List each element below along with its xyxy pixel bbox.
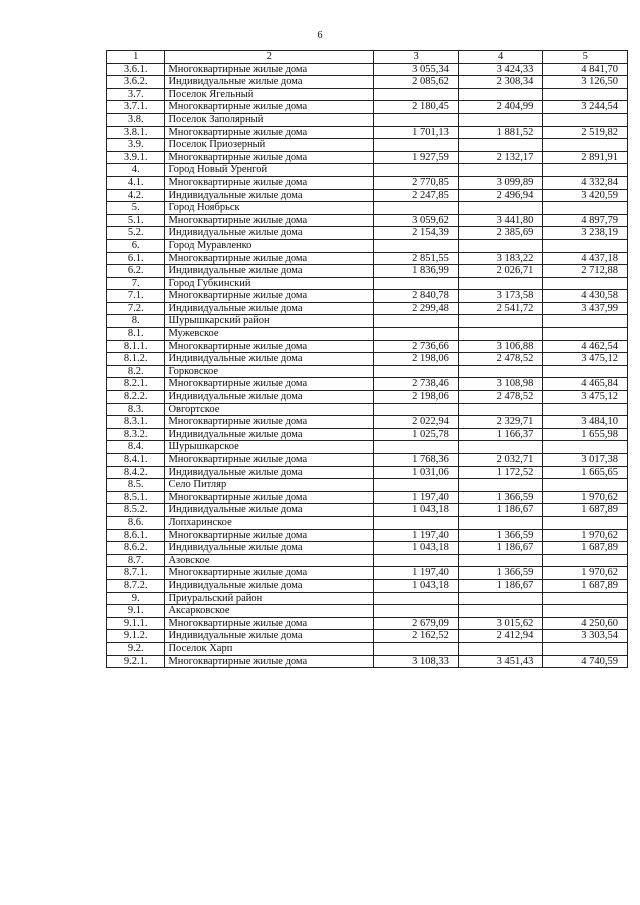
value-col3-cell — [374, 328, 459, 341]
row-number-cell: 8.2.1. — [107, 378, 165, 391]
row-number-cell: 9.1.1. — [107, 617, 165, 630]
table-row — [107, 353, 628, 366]
value-col5-cell — [543, 642, 628, 655]
row-number-cell: 8.4.2. — [107, 466, 165, 479]
value-col5-cell — [543, 328, 628, 341]
value-col3-cell: 1 836,99 — [374, 265, 459, 278]
value-col5-cell: 1 655,98 — [543, 428, 628, 441]
table-row — [107, 630, 628, 643]
header-cell: 5 — [543, 51, 628, 64]
row-name-cell: Многоквартирные жилые дома — [165, 454, 374, 467]
value-col5-cell: 3 475,12 — [543, 391, 628, 404]
table-row — [107, 554, 628, 567]
row-number-cell: 6. — [107, 239, 165, 252]
value-col4-cell: 3 451,43 — [458, 655, 543, 668]
header-cell: 2 — [165, 51, 374, 64]
value-col5-cell — [543, 441, 628, 454]
row-name-cell: Индивидуальные жилые дома — [165, 579, 374, 592]
value-col5-cell — [543, 554, 628, 567]
table-row — [107, 491, 628, 504]
value-col3-cell — [374, 139, 459, 152]
table-row — [107, 365, 628, 378]
value-col5-cell: 4 897,79 — [543, 214, 628, 227]
table-row — [107, 189, 628, 202]
row-number-cell: 4.2. — [107, 189, 165, 202]
value-col3-cell: 1 768,36 — [374, 454, 459, 467]
table-row — [107, 416, 628, 429]
row-name-cell: Многоквартирные жилые дома — [165, 567, 374, 580]
row-name-cell: Лопхаринское — [165, 516, 374, 529]
row-number-cell: 8.5.1. — [107, 491, 165, 504]
value-col5-cell: 1 665,65 — [543, 466, 628, 479]
value-col3-cell: 1 025,78 — [374, 428, 459, 441]
row-name-cell: Индивидуальные жилые дома — [165, 542, 374, 555]
value-col4-cell — [458, 554, 543, 567]
row-number-cell: 3.7. — [107, 88, 165, 101]
value-col5-cell: 1 687,89 — [543, 504, 628, 517]
row-name-cell: Шурышкарский район — [165, 315, 374, 328]
table-row — [107, 239, 628, 252]
table-header-row — [107, 51, 628, 64]
row-number-cell: 8.3.1. — [107, 416, 165, 429]
header-cell: 4 — [458, 51, 543, 64]
row-name-cell: Овгортское — [165, 403, 374, 416]
value-col3-cell: 1 701,13 — [374, 126, 459, 139]
value-col3-cell: 2 198,06 — [374, 391, 459, 404]
table-row — [107, 441, 628, 454]
table-row — [107, 176, 628, 189]
row-name-cell: Многоквартирные жилые дома — [165, 529, 374, 542]
table-row — [107, 88, 628, 101]
value-col5-cell — [543, 403, 628, 416]
value-col4-cell: 2 478,52 — [458, 391, 543, 404]
value-col4-cell: 2 385,69 — [458, 227, 543, 240]
value-col4-cell — [458, 202, 543, 215]
table-row — [107, 567, 628, 580]
value-col3-cell: 2 085,62 — [374, 76, 459, 89]
value-col4-cell: 2 404,99 — [458, 101, 543, 114]
value-col3-cell — [374, 403, 459, 416]
table-row — [107, 617, 628, 630]
value-col5-cell: 3 475,12 — [543, 353, 628, 366]
value-col5-cell: 3 244,54 — [543, 101, 628, 114]
row-name-cell: Многоквартирные жилые дома — [165, 176, 374, 189]
value-col5-cell — [543, 516, 628, 529]
table-row — [107, 428, 628, 441]
table-row — [107, 378, 628, 391]
value-col5-cell — [543, 315, 628, 328]
row-name-cell: Аксарковское — [165, 605, 374, 618]
row-number-cell: 6.2. — [107, 265, 165, 278]
value-col3-cell: 2 247,85 — [374, 189, 459, 202]
row-number-cell: 4. — [107, 164, 165, 177]
row-name-cell: Поселок Приозерный — [165, 139, 374, 152]
value-col3-cell: 1 197,40 — [374, 491, 459, 504]
row-name-cell: Индивидуальные жилые дома — [165, 189, 374, 202]
row-number-cell: 7.2. — [107, 302, 165, 315]
row-name-cell: Город Ноябрьск — [165, 202, 374, 215]
value-col3-cell: 1 043,18 — [374, 579, 459, 592]
value-col3-cell — [374, 315, 459, 328]
row-number-cell: 3.7.1. — [107, 101, 165, 114]
value-col4-cell: 3 424,33 — [458, 63, 543, 76]
value-col5-cell: 4 437,18 — [543, 252, 628, 265]
value-col4-cell: 1 166,37 — [458, 428, 543, 441]
value-col4-cell — [458, 605, 543, 618]
table-row — [107, 454, 628, 467]
row-name-cell: Многоквартирные жилые дома — [165, 151, 374, 164]
row-number-cell: 8.3.2. — [107, 428, 165, 441]
row-number-cell: 8.1.1. — [107, 340, 165, 353]
row-name-cell: Многоквартирные жилые дома — [165, 252, 374, 265]
row-name-cell: Многоквартирные жилые дома — [165, 290, 374, 303]
table-row — [107, 76, 628, 89]
row-name-cell: Индивидуальные жилые дома — [165, 466, 374, 479]
value-col3-cell: 2 736,66 — [374, 340, 459, 353]
row-number-cell: 8.1. — [107, 328, 165, 341]
value-col5-cell: 2 712,88 — [543, 265, 628, 278]
row-number-cell: 9.1. — [107, 605, 165, 618]
value-col5-cell — [543, 479, 628, 492]
row-name-cell: Многоквартирные жилые дома — [165, 214, 374, 227]
row-name-cell: Индивидуальные жилые дома — [165, 630, 374, 643]
value-col5-cell: 1 970,62 — [543, 529, 628, 542]
value-col3-cell: 1 927,59 — [374, 151, 459, 164]
value-col3-cell — [374, 113, 459, 126]
row-name-cell: Приуральский район — [165, 592, 374, 605]
table-row — [107, 265, 628, 278]
table-row — [107, 302, 628, 315]
row-number-cell: 8.1.2. — [107, 353, 165, 366]
value-col4-cell: 1 366,59 — [458, 567, 543, 580]
row-number-cell: 8.7. — [107, 554, 165, 567]
value-col4-cell: 1 186,67 — [458, 579, 543, 592]
row-number-cell: 9. — [107, 592, 165, 605]
value-col3-cell — [374, 642, 459, 655]
row-number-cell: 5.2. — [107, 227, 165, 240]
value-col4-cell: 1 186,67 — [458, 542, 543, 555]
row-number-cell: 3.9.1. — [107, 151, 165, 164]
value-col5-cell: 4 462,54 — [543, 340, 628, 353]
value-col3-cell — [374, 202, 459, 215]
row-name-cell: Поселок Заполярный — [165, 113, 374, 126]
row-name-cell: Многоквартирные жилые дома — [165, 655, 374, 668]
table-row — [107, 63, 628, 76]
table-row — [107, 655, 628, 668]
value-col4-cell: 1 172,52 — [458, 466, 543, 479]
table-row — [107, 290, 628, 303]
row-name-cell: Город Губкинский — [165, 277, 374, 290]
row-number-cell: 5.1. — [107, 214, 165, 227]
table-row — [107, 164, 628, 177]
value-col4-cell: 2 478,52 — [458, 353, 543, 366]
table-row — [107, 315, 628, 328]
row-number-cell: 5. — [107, 202, 165, 215]
value-col5-cell: 3 017,38 — [543, 454, 628, 467]
table-row — [107, 328, 628, 341]
housing-cost-table — [106, 50, 628, 668]
table-row — [107, 126, 628, 139]
table-row — [107, 139, 628, 152]
value-col4-cell: 2 132,17 — [458, 151, 543, 164]
row-number-cell: 3.8. — [107, 113, 165, 126]
row-name-cell: Индивидуальные жилые дома — [165, 302, 374, 315]
value-col3-cell — [374, 479, 459, 492]
value-col3-cell — [374, 592, 459, 605]
value-col3-cell: 2 180,45 — [374, 101, 459, 114]
row-name-cell: Поселок Ягельный — [165, 88, 374, 101]
value-col3-cell — [374, 605, 459, 618]
value-col3-cell — [374, 164, 459, 177]
table-row — [107, 542, 628, 555]
value-col4-cell — [458, 642, 543, 655]
value-col4-cell — [458, 441, 543, 454]
row-number-cell: 8.3. — [107, 403, 165, 416]
value-col5-cell — [543, 139, 628, 152]
row-number-cell: 9.1.2. — [107, 630, 165, 643]
value-col3-cell: 2 022,94 — [374, 416, 459, 429]
value-col4-cell — [458, 239, 543, 252]
row-number-cell: 8.2.2. — [107, 391, 165, 404]
value-col3-cell: 1 197,40 — [374, 567, 459, 580]
table-row — [107, 214, 628, 227]
value-col5-cell — [543, 113, 628, 126]
value-col4-cell: 3 183,22 — [458, 252, 543, 265]
value-col4-cell: 3 015,62 — [458, 617, 543, 630]
value-col3-cell: 3 055,34 — [374, 63, 459, 76]
value-col5-cell: 3 303,54 — [543, 630, 628, 643]
table-row — [107, 113, 628, 126]
row-name-cell: Мужевское — [165, 328, 374, 341]
value-col5-cell — [543, 88, 628, 101]
value-col5-cell: 1 970,62 — [543, 567, 628, 580]
value-col4-cell: 2 412,94 — [458, 630, 543, 643]
value-col4-cell — [458, 113, 543, 126]
value-col4-cell: 3 108,98 — [458, 378, 543, 391]
value-col4-cell — [458, 592, 543, 605]
row-number-cell: 3.8.1. — [107, 126, 165, 139]
table-row — [107, 340, 628, 353]
value-col3-cell: 2 679,09 — [374, 617, 459, 630]
row-number-cell: 3.6.1. — [107, 63, 165, 76]
value-col5-cell: 3 484,10 — [543, 416, 628, 429]
table-row — [107, 151, 628, 164]
value-col4-cell: 2 026,71 — [458, 265, 543, 278]
value-col4-cell — [458, 164, 543, 177]
table-row — [107, 579, 628, 592]
row-name-cell: Индивидуальные жилые дома — [165, 353, 374, 366]
table-row — [107, 466, 628, 479]
row-name-cell: Город Муравленко — [165, 239, 374, 252]
header-cell: 3 — [374, 51, 459, 64]
row-name-cell: Горковское — [165, 365, 374, 378]
value-col3-cell: 1 043,18 — [374, 504, 459, 517]
header-cell: 1 — [107, 51, 165, 64]
value-col5-cell: 1 687,89 — [543, 542, 628, 555]
row-number-cell: 8.7.2. — [107, 579, 165, 592]
value-col4-cell: 2 032,71 — [458, 454, 543, 467]
table-row — [107, 227, 628, 240]
value-col5-cell: 2 519,82 — [543, 126, 628, 139]
value-col3-cell — [374, 88, 459, 101]
value-col4-cell — [458, 403, 543, 416]
value-col4-cell — [458, 479, 543, 492]
table-row — [107, 504, 628, 517]
value-col4-cell — [458, 328, 543, 341]
value-col4-cell: 1 881,52 — [458, 126, 543, 139]
value-col5-cell — [543, 277, 628, 290]
row-number-cell: 8.6.2. — [107, 542, 165, 555]
value-col4-cell: 1 186,67 — [458, 504, 543, 517]
value-col3-cell — [374, 365, 459, 378]
table-row — [107, 403, 628, 416]
value-col5-cell — [543, 605, 628, 618]
value-col3-cell — [374, 239, 459, 252]
value-col4-cell — [458, 516, 543, 529]
value-col3-cell — [374, 554, 459, 567]
value-col5-cell: 4 740,59 — [543, 655, 628, 668]
table-row — [107, 101, 628, 114]
row-name-cell: Многоквартирные жилые дома — [165, 101, 374, 114]
value-col5-cell: 4 250,60 — [543, 617, 628, 630]
row-name-cell: Поселок Харп — [165, 642, 374, 655]
value-col4-cell: 2 541,72 — [458, 302, 543, 315]
value-col3-cell: 3 108,33 — [374, 655, 459, 668]
row-number-cell: 8.6.1. — [107, 529, 165, 542]
value-col3-cell: 2 162,52 — [374, 630, 459, 643]
row-number-cell: 8.5.2. — [107, 504, 165, 517]
value-col5-cell: 1 970,62 — [543, 491, 628, 504]
value-col5-cell: 3 238,19 — [543, 227, 628, 240]
row-name-cell: Индивидуальные жилые дома — [165, 391, 374, 404]
value-col3-cell — [374, 516, 459, 529]
row-name-cell: Многоквартирные жилые дома — [165, 416, 374, 429]
value-col5-cell: 2 891,91 — [543, 151, 628, 164]
table-row — [107, 202, 628, 215]
value-col3-cell: 2 851,55 — [374, 252, 459, 265]
row-name-cell: Шурышкарское — [165, 441, 374, 454]
row-number-cell: 8.2. — [107, 365, 165, 378]
row-number-cell: 7. — [107, 277, 165, 290]
table-row — [107, 277, 628, 290]
row-number-cell: 3.6.2. — [107, 76, 165, 89]
value-col5-cell — [543, 202, 628, 215]
value-col4-cell: 2 496,94 — [458, 189, 543, 202]
value-col5-cell: 3 437,99 — [543, 302, 628, 315]
value-col4-cell — [458, 88, 543, 101]
value-col5-cell — [543, 164, 628, 177]
value-col4-cell — [458, 277, 543, 290]
row-name-cell: Многоквартирные жилые дома — [165, 340, 374, 353]
value-col3-cell: 2 198,06 — [374, 353, 459, 366]
table-row — [107, 529, 628, 542]
value-col4-cell: 3 106,88 — [458, 340, 543, 353]
value-col4-cell — [458, 139, 543, 152]
row-number-cell: 6.1. — [107, 252, 165, 265]
value-col5-cell — [543, 592, 628, 605]
row-name-cell: Многоквартирные жилые дома — [165, 617, 374, 630]
value-col5-cell: 3 420,59 — [543, 189, 628, 202]
value-col3-cell — [374, 441, 459, 454]
value-col4-cell — [458, 315, 543, 328]
value-col4-cell — [458, 365, 543, 378]
row-number-cell: 9.2.1. — [107, 655, 165, 668]
value-col5-cell: 4 465,84 — [543, 378, 628, 391]
value-col3-cell: 2 299,48 — [374, 302, 459, 315]
row-name-cell: Село Питляр — [165, 479, 374, 492]
row-number-cell: 4.1. — [107, 176, 165, 189]
value-col5-cell: 3 126,50 — [543, 76, 628, 89]
row-number-cell: 3.9. — [107, 139, 165, 152]
row-number-cell: 9.2. — [107, 642, 165, 655]
value-col5-cell — [543, 365, 628, 378]
value-col3-cell: 1 043,18 — [374, 542, 459, 555]
value-col4-cell: 2 308,34 — [458, 76, 543, 89]
row-number-cell: 8. — [107, 315, 165, 328]
row-name-cell: Индивидуальные жилые дома — [165, 265, 374, 278]
value-col3-cell: 2 154,39 — [374, 227, 459, 240]
row-number-cell: 7.1. — [107, 290, 165, 303]
row-name-cell: Индивидуальные жилые дома — [165, 227, 374, 240]
value-col3-cell — [374, 277, 459, 290]
row-name-cell: Индивидуальные жилые дома — [165, 504, 374, 517]
value-col3-cell: 2 840,78 — [374, 290, 459, 303]
row-number-cell: 8.4.1. — [107, 454, 165, 467]
row-name-cell: Азовское — [165, 554, 374, 567]
value-col4-cell: 2 329,71 — [458, 416, 543, 429]
value-col4-cell: 1 366,59 — [458, 491, 543, 504]
row-number-cell: 8.4. — [107, 441, 165, 454]
row-name-cell: Многоквартирные жилые дома — [165, 491, 374, 504]
value-col3-cell: 3 059,62 — [374, 214, 459, 227]
value-col3-cell: 1 197,40 — [374, 529, 459, 542]
table-row — [107, 516, 628, 529]
page-number: 6 — [317, 30, 323, 41]
row-number-cell: 8.6. — [107, 516, 165, 529]
row-name-cell: Многоквартирные жилые дома — [165, 63, 374, 76]
value-col5-cell: 4 332,84 — [543, 176, 628, 189]
row-name-cell: Многоквартирные жилые дома — [165, 378, 374, 391]
row-name-cell: Многоквартирные жилые дома — [165, 126, 374, 139]
value-col4-cell: 3 173,58 — [458, 290, 543, 303]
value-col4-cell: 1 366,59 — [458, 529, 543, 542]
table-row — [107, 391, 628, 404]
table-row — [107, 592, 628, 605]
table-row — [107, 605, 628, 618]
row-name-cell: Индивидуальные жилые дома — [165, 428, 374, 441]
table-row — [107, 642, 628, 655]
table-row — [107, 479, 628, 492]
row-name-cell: Индивидуальные жилые дома — [165, 76, 374, 89]
value-col3-cell: 1 031,06 — [374, 466, 459, 479]
value-col5-cell: 4 430,58 — [543, 290, 628, 303]
value-col5-cell — [543, 239, 628, 252]
row-name-cell: Город Новый Уренгой — [165, 164, 374, 177]
value-col3-cell: 2 738,46 — [374, 378, 459, 391]
value-col3-cell: 2 770,85 — [374, 176, 459, 189]
row-number-cell: 8.5. — [107, 479, 165, 492]
value-col4-cell: 3 441,80 — [458, 214, 543, 227]
value-col5-cell: 4 841,70 — [543, 63, 628, 76]
table-row — [107, 252, 628, 265]
row-number-cell: 8.7.1. — [107, 567, 165, 580]
value-col5-cell: 1 687,89 — [543, 579, 628, 592]
value-col4-cell: 3 099,89 — [458, 176, 543, 189]
